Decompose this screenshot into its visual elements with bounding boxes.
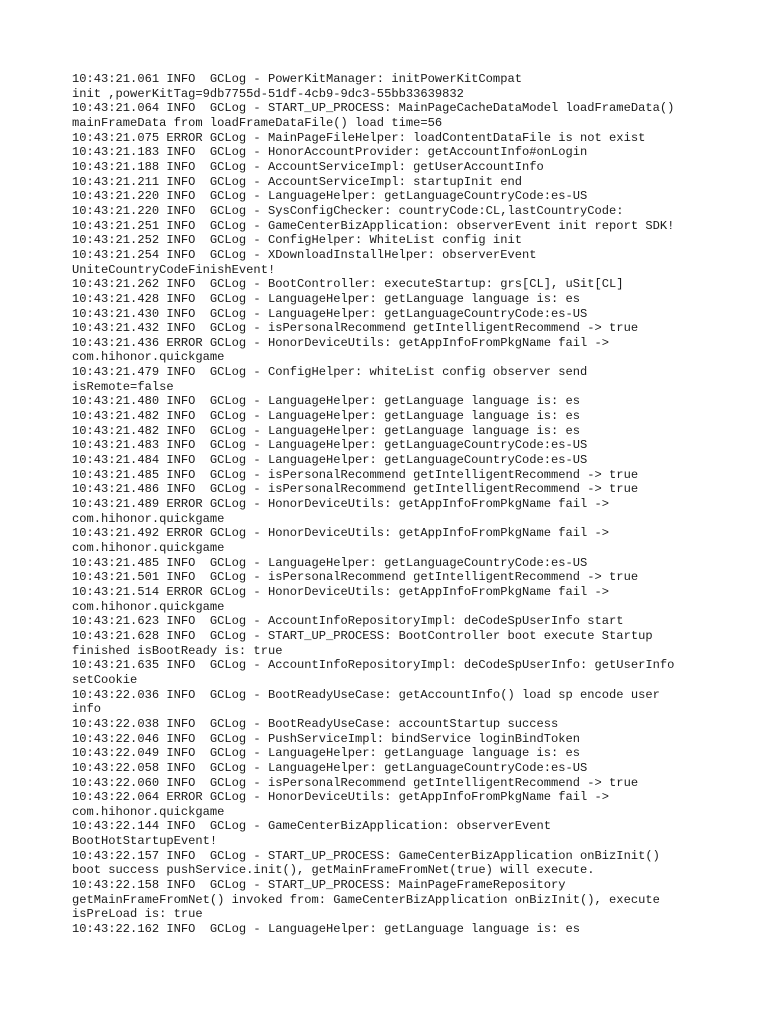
log-line: UniteCountryCodeFinishEvent! — [72, 262, 276, 277]
log-line: 10:43:21.188 INFO GCLog - AccountServiceImpl: getUserAccountInfo — [72, 159, 544, 174]
log-line: 10:43:21.430 INFO GCLog - LanguageHelper: getLanguageCountryCode:es-US — [72, 306, 588, 321]
log-line: getMainFrameFromNet() invoked from: GameCenterBizApplication onBizInit(), execute — [72, 892, 660, 907]
log-line: com.hihonor.quickgame — [72, 599, 225, 614]
log-line: com.hihonor.quickgame — [72, 804, 225, 819]
log-line: 10:43:21.254 INFO GCLog - XDownloadInstallHelper: observerEvent — [72, 247, 537, 262]
log-line: 10:43:22.058 INFO GCLog - LanguageHelper: getLanguageCountryCode:es-US — [72, 760, 588, 775]
log-line: com.hihonor.quickgame — [72, 511, 225, 526]
log-line: 10:43:21.432 INFO GCLog - isPersonalRecommend getIntelligentRecommend -> true — [72, 321, 639, 336]
log-line: 10:43:21.635 INFO GCLog - AccountInfoRepositoryImpl: deCodeSpUserInfo: getUserInfo — [72, 658, 675, 673]
log-line: 10:43:22.038 INFO GCLog - BootReadyUseCase: accountStartup success — [72, 716, 559, 731]
log-line: 10:43:22.060 INFO GCLog - isPersonalRecommend getIntelligentRecommend -> true — [72, 775, 639, 790]
log-line: 10:43:21.483 INFO GCLog - LanguageHelper: getLanguageCountryCode:es-US — [72, 438, 588, 453]
log-line: 10:43:21.262 INFO GCLog - BootController: executeStartup: grs[CL], uSit[CL] — [72, 277, 624, 292]
log-line: 10:43:22.157 INFO GCLog - START_UP_PROCESS: GameCenterBizApplication onBizInit() — [72, 848, 660, 863]
log-line: 10:43:21.479 INFO GCLog - ConfigHelper: whiteList config observer send — [72, 365, 588, 380]
log-line: 10:43:21.251 INFO GCLog - GameCenterBizApplication: observerEvent init report SDK! — [72, 218, 675, 233]
log-line: 10:43:21.064 INFO GCLog - START_UP_PROCESS: MainPageCacheDataModel loadFrameData() — [72, 101, 675, 116]
log-line: 10:43:22.144 INFO GCLog - GameCenterBizApplication: observerEvent — [72, 819, 551, 834]
log-line: 10:43:21.514 ERROR GCLog - HonorDeviceUtils: getAppInfoFromPkgName fail -> — [72, 584, 610, 599]
log-line: boot success pushService.init(), getMainFrameFromNet(true) will execute. — [72, 863, 595, 878]
log-line: 10:43:21.489 ERROR GCLog - HonorDeviceUtils: getAppInfoFromPkgName fail -> — [72, 497, 610, 512]
log-line: 10:43:21.075 ERROR GCLog - MainPageFileHelper: loadContentDataFile is not exist — [72, 130, 646, 145]
log-text-block — [72, 72, 752, 937]
log-line: 10:43:21.501 INFO GCLog - isPersonalRecommend getIntelligentRecommend -> true — [72, 570, 639, 585]
log-line: BootHotStartupEvent! — [72, 834, 218, 849]
log-line: 10:43:21.485 INFO GCLog - isPersonalRecommend getIntelligentRecommend -> true — [72, 467, 639, 482]
document-page — [72, 72, 752, 937]
log-line: 10:43:21.486 INFO GCLog - isPersonalRecommend getIntelligentRecommend -> true — [72, 482, 639, 497]
log-line: isPreLoad is: true — [72, 907, 203, 922]
log-line: 10:43:21.183 INFO GCLog - HonorAccountProvider: getAccountInfo#onLogin — [72, 145, 588, 160]
log-line: finished isBootReady is: true — [72, 643, 283, 658]
log-line: 10:43:21.220 INFO GCLog - SysConfigChecker: countryCode:CL,lastCountryCode: — [72, 203, 624, 218]
log-line: 10:43:21.220 INFO GCLog - LanguageHelper: getLanguageCountryCode:es-US — [72, 189, 588, 204]
log-line: 10:43:21.492 ERROR GCLog - HonorDeviceUtils: getAppInfoFromPkgName fail -> — [72, 526, 610, 541]
log-line: init ,powerKitTag=9db7755d-51df-4cb9-9dc3-55bb33639832 — [72, 86, 464, 101]
log-line: 10:43:22.049 INFO GCLog - LanguageHelper: getLanguage language is: es — [72, 746, 581, 761]
log-line: 10:43:22.036 INFO GCLog - BootReadyUseCase: getAccountInfo() load sp encode user — [72, 687, 660, 702]
log-line: com.hihonor.quickgame — [72, 541, 225, 555]
log-line: 10:43:21.485 INFO GCLog - LanguageHelper: getLanguageCountryCode:es-US — [72, 555, 588, 570]
log-line: 10:43:21.061 INFO GCLog - PowerKitManager: initPowerKitCompat — [72, 72, 522, 86]
log-line: mainFrameData from loadFrameDataFile() load time=56 — [72, 115, 443, 130]
log-line: 10:43:22.064 ERROR GCLog - HonorDeviceUtils: getAppInfoFromPkgName fail -> — [72, 790, 610, 805]
log-line: 10:43:22.046 INFO GCLog - PushServiceImpl: bindService loginBindToken — [72, 731, 581, 746]
log-line: 10:43:22.158 INFO GCLog - START_UP_PROCESS: MainPageFrameRepository — [72, 878, 566, 893]
log-line: 10:43:21.480 INFO GCLog - LanguageHelper: getLanguage language is: es — [72, 394, 581, 409]
log-line: setCookie — [72, 672, 138, 687]
log-line: 10:43:21.482 INFO GCLog - LanguageHelper: getLanguage language is: es — [72, 423, 581, 438]
log-line: 10:43:21.628 INFO GCLog - START_UP_PROCESS: BootController boot execute Startup — [72, 628, 653, 643]
log-line: 10:43:21.436 ERROR GCLog - HonorDeviceUtils: getAppInfoFromPkgName fail -> — [72, 335, 610, 350]
log-line: 10:43:21.482 INFO GCLog - LanguageHelper: getLanguage language is: es — [72, 409, 581, 424]
log-line: com.hihonor.quickgame — [72, 350, 225, 365]
log-line: info — [72, 702, 102, 717]
log-line: 10:43:21.428 INFO GCLog - LanguageHelper: getLanguage language is: es — [72, 291, 581, 306]
log-line: 10:43:21.623 INFO GCLog - AccountInfoRepositoryImpl: deCodeSpUserInfo start — [72, 614, 624, 629]
log-line: 10:43:21.484 INFO GCLog - LanguageHelper: getLanguageCountryCode:es-US — [72, 453, 588, 468]
log-line: 10:43:21.252 INFO GCLog - ConfigHelper: WhiteList config init — [72, 233, 522, 248]
log-line: 10:43:22.162 INFO GCLog - LanguageHelper: getLanguage language is: es — [72, 922, 581, 937]
log-line: isRemote=false — [72, 379, 174, 394]
log-line: 10:43:21.211 INFO GCLog - AccountServiceImpl: startupInit end — [72, 174, 522, 189]
